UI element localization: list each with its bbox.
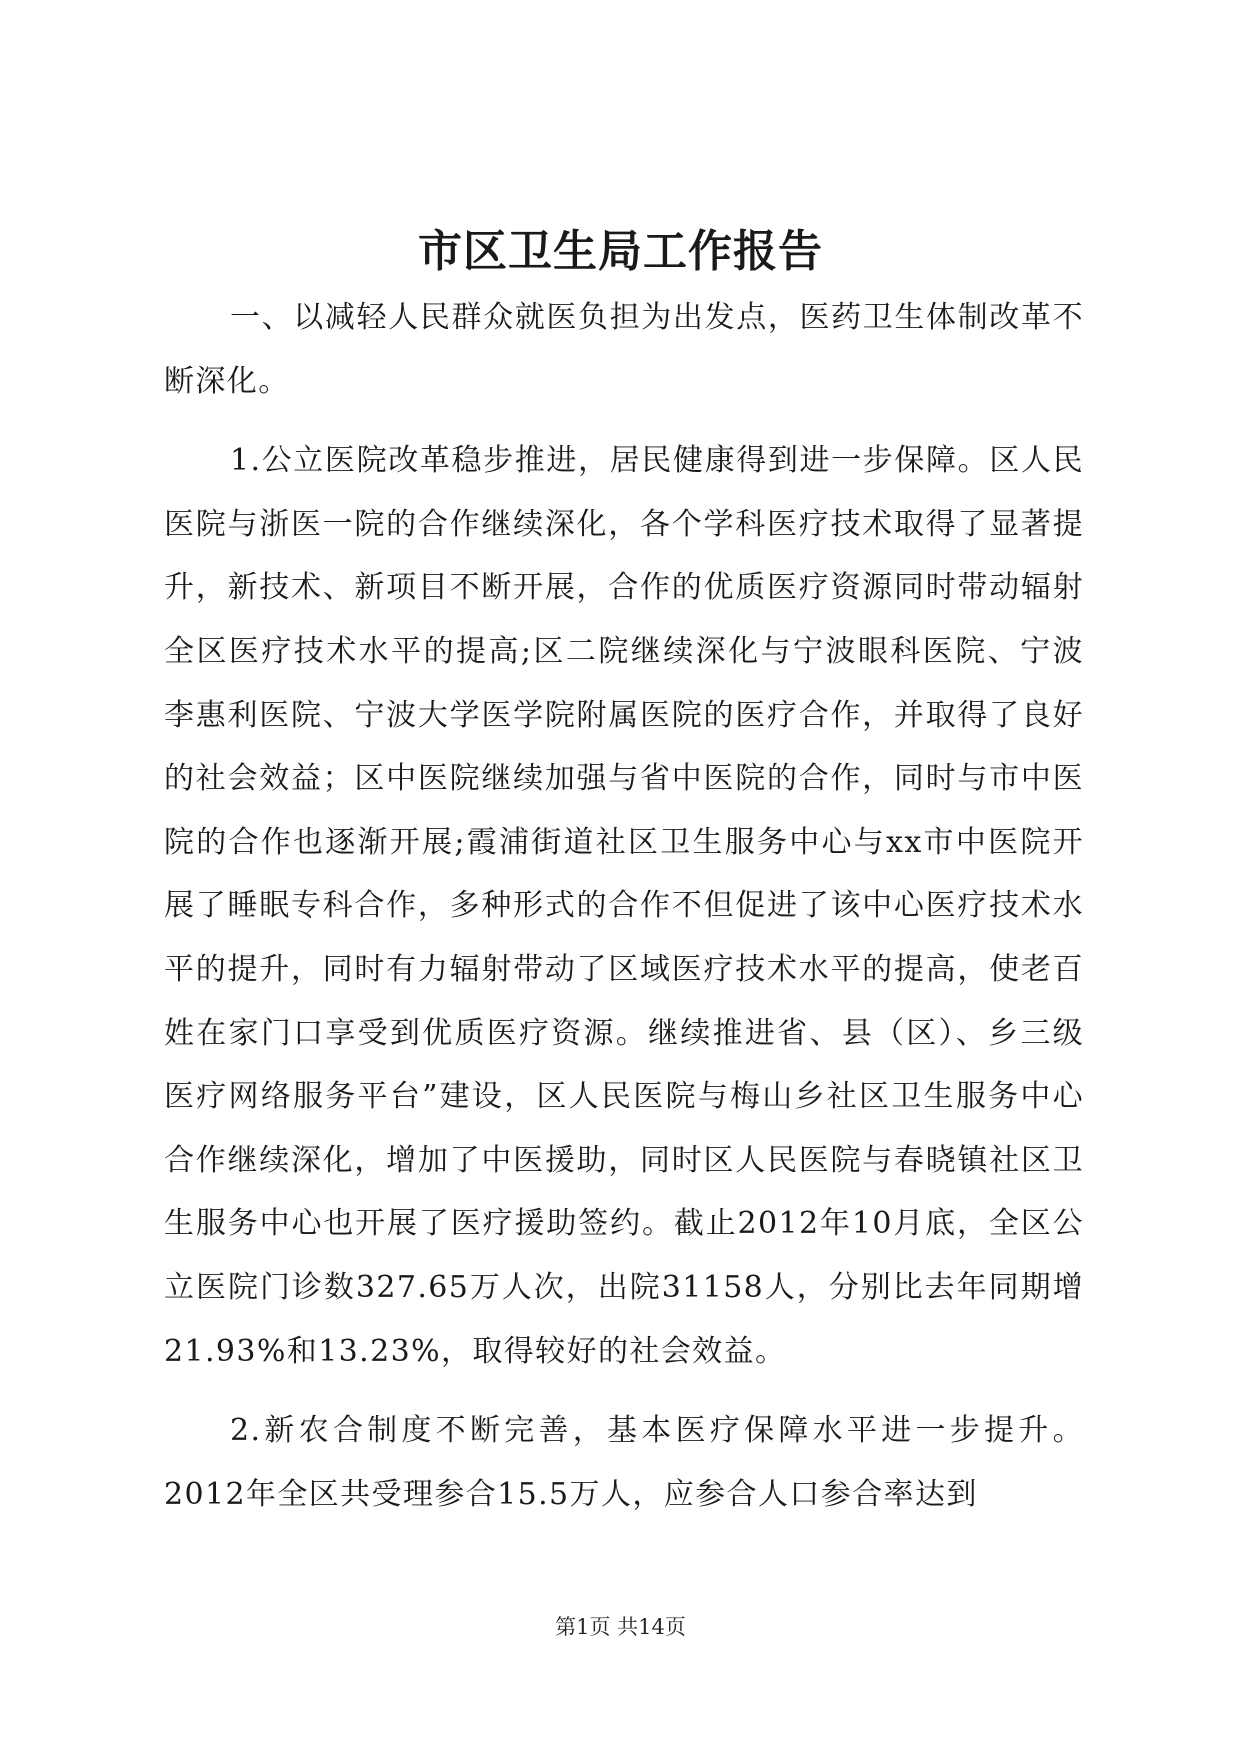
page-number-footer: 第1页 共14页 [555,1615,686,1639]
paragraph-item-one: 1.公立医院改革稳步推进，居民健康得到进一步保障。区人民医院与浙医一院的合作继续深化，各个学科医疗技术取得了显著提升，新技术、新项目不断开展，合作的优质医疗资源同时带动辐射全区医疗技术水平的提高;区二院继续深化与宁波眼科医院、宁波李惠利医院、宁波大学医学院附属医院的医疗合作，并取得了良好的社会效益；区中医院继续加强与省中医院的合作，同时与市中医院的合作也逐渐开展;霞浦街道社区卫生服务中心与xx市中医院开展了睡眠专科合作，多种形式的合作不但促进了该中心医疗技术水平的提升，同时有力辐射带动了区域医疗技术水平的提高，使老百姓在家门口享受到优质医疗资源。继续推进省、县（区）、乡三级医疗网络服务平台”建设，区人民医院与梅山乡社区卫生服务中心合作继续深化，增加了中医援助，同时区人民医院与春晓镇社区卫生服务中心也开展了医疗援助签约。截止2012年10月底，全区公立医院门诊数327.65万人次，出院31158人，分别比去年同期增21.93%和13.23%，取得较好的社会效益。 [164,443,1084,1369]
paragraph-section-one: 一、以减轻人民群众就医负担为出发点，医药卫生体制改革不断深化。 [164,300,1084,399]
document-title: 市区卫生局工作报告 [418,226,823,277]
document-body [164,286,1084,1542]
paragraph-item-two: 2.新农合制度不断完善，基本医疗保障水平进一步提升。2012年全区共受理参合15.5万人，应参合人口参合率达到 [164,1413,1084,1512]
